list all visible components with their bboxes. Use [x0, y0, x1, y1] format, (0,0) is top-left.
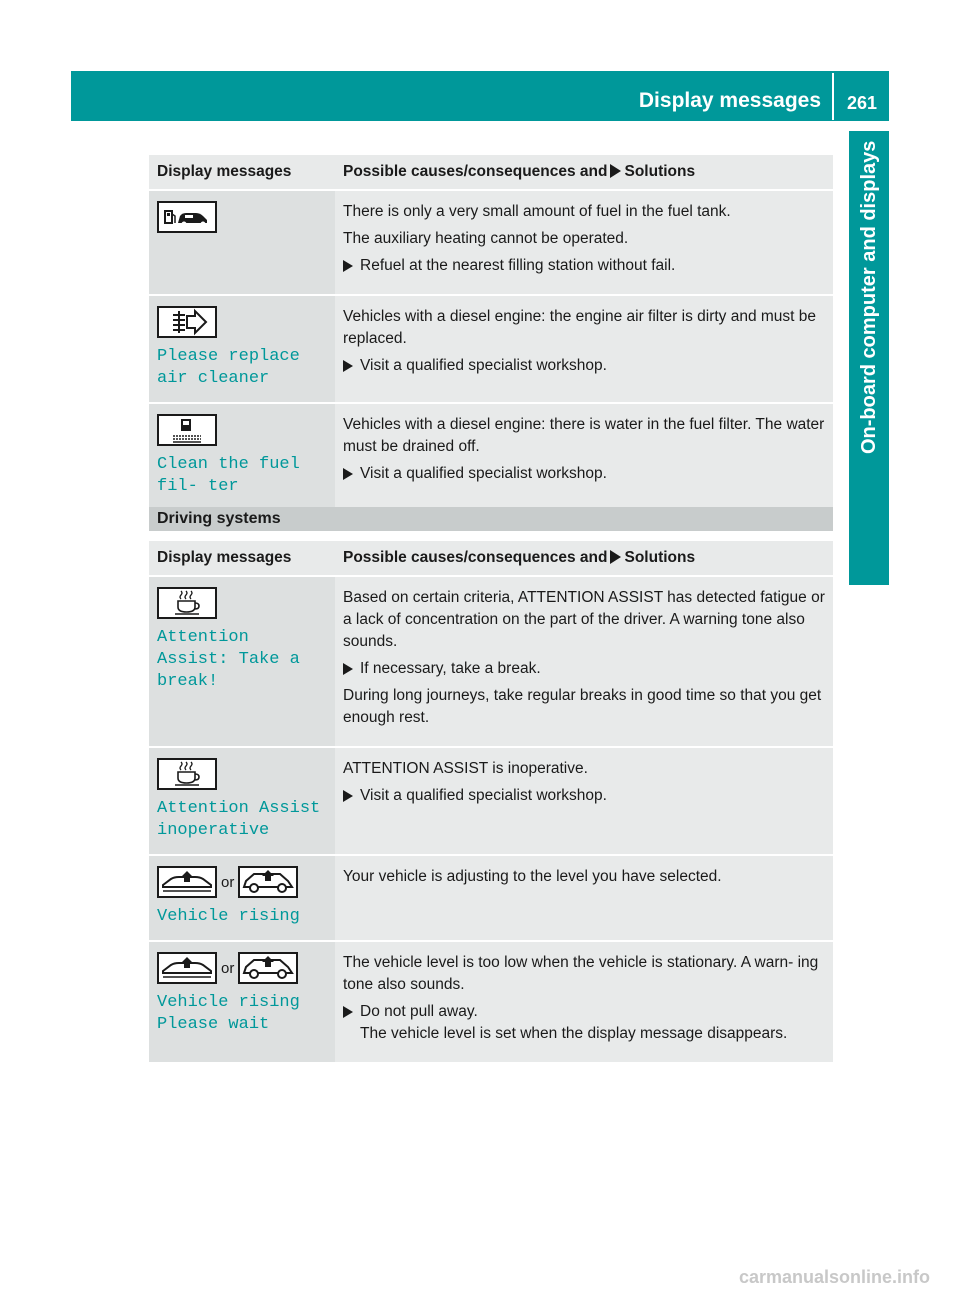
display-message-cell: [149, 941, 335, 1063]
solution-text: Visit a qualified specialist workshop.: [360, 787, 607, 804]
causes-cell: [335, 855, 833, 941]
table-row: [149, 295, 833, 403]
cause-text: Vehicles with a diesel engine: the engine air filter is dirty and must be replaced.: [343, 308, 817, 347]
col-header-causes-pre: Possible causes/consequences and: [343, 163, 608, 180]
page-header-bar: [71, 71, 889, 121]
display-message-cell: [149, 190, 335, 295]
table-row: [149, 855, 833, 941]
table-header-row: [149, 155, 833, 190]
arrow-icon: [343, 260, 353, 272]
display-message-cell: [149, 576, 335, 747]
side-chapter-label: On-board computer and displays: [858, 141, 880, 455]
section-header: [149, 507, 833, 531]
side-chapter-tab: [849, 131, 889, 579]
solution-step: [343, 255, 825, 277]
cause-text: Vehicles with a diesel engine: there is water in the fuel filter. The water must be drained off.: [343, 416, 825, 455]
cause-text: Your vehicle is adjusting to the level you have selected.: [343, 868, 722, 885]
causes-cell: [335, 403, 833, 511]
arrow-icon: [610, 550, 621, 564]
display-message-cell: [149, 403, 335, 511]
page-number: 261: [846, 93, 878, 113]
header-divider: [832, 73, 834, 120]
solution-step: [343, 785, 825, 807]
display-messages-table-driving: [149, 541, 833, 1064]
solution-text: Do not pull away.: [360, 1003, 478, 1020]
arrow-icon: [610, 164, 621, 178]
solution-step: [343, 658, 825, 680]
col-header-display: Display messages: [149, 541, 335, 576]
cause-text: ATTENTION ASSIST is inoperative.: [343, 760, 588, 777]
display-messages-table-fuel: [149, 155, 833, 512]
col-header-causes-pre: Possible causes/consequences and: [343, 549, 608, 566]
solution-note: The vehicle level is set when the display message disappears.: [360, 1025, 788, 1042]
watermark: carmanualsonline.info: [738, 1267, 930, 1287]
solution-text: Visit a qualified specialist workshop.: [360, 465, 607, 482]
display-message-cell: [149, 747, 335, 855]
solution-text: Refuel at the nearest filling station without fail.: [360, 257, 676, 274]
vehicle-rising-suv-icon: [238, 866, 298, 898]
solution-text: Visit a qualified specialist workshop.: [360, 357, 607, 374]
cause-text: There is only a very small amount of fuel in the fuel tank.: [343, 203, 731, 220]
causes-cell: [335, 941, 833, 1063]
causes-cell: [335, 747, 833, 855]
vehicle-rising-icon: [157, 866, 217, 898]
col-header-display: Display messages: [149, 155, 335, 190]
solution-step: [343, 463, 825, 485]
display-message-text: Attention Assist: Take a break!: [157, 628, 300, 691]
causes-cell: [335, 576, 833, 747]
col-header-causes-post: Solutions: [624, 163, 696, 180]
or-text: or: [221, 873, 235, 891]
solution-step: [343, 1001, 825, 1045]
display-message-text: Vehicle rising: [157, 907, 300, 926]
arrow-icon: [343, 790, 353, 802]
coffee-cup-icon: [157, 587, 217, 619]
vehicle-rising-icon: [157, 952, 217, 984]
side-chapter-marker: [849, 515, 889, 585]
arrow-icon: [343, 360, 353, 372]
air-filter-icon: [157, 306, 217, 338]
cause-note: During long journeys, take regular breaks in good time so that you get enough rest.: [343, 687, 822, 726]
causes-cell: [335, 190, 833, 295]
solution-text: If necessary, take a break.: [360, 660, 541, 677]
col-header-causes: [335, 541, 833, 576]
display-message-text: Vehicle rising Please wait: [157, 993, 300, 1034]
coffee-cup-icon: [157, 758, 217, 790]
display-message-cell: [149, 855, 335, 941]
arrow-icon: [343, 1006, 353, 1018]
display-message-text: Clean the fuel fil‐ ter: [157, 455, 300, 496]
causes-cell: [335, 295, 833, 403]
table-row: [149, 190, 833, 295]
col-header-causes: [335, 155, 833, 190]
cause-text: The vehicle level is too low when the vehicle is stationary. A warn‐ ing tone also sounds.: [343, 954, 819, 993]
display-message-text: Please replace air cleaner: [157, 347, 300, 388]
vehicle-rising-suv-icon: [238, 952, 298, 984]
arrow-icon: [343, 468, 353, 480]
low-fuel-vehicle-icon: [157, 201, 217, 233]
page-header-title: Display messages: [638, 89, 821, 112]
display-message-text: Attention Assist inoperative: [157, 799, 321, 840]
cause-text: Based on certain criteria, ATTENTION ASSIST has detected fatigue or a lack of concentration on the part of the driver. A warning tone also sounds.: [343, 589, 825, 650]
table-row: [149, 576, 833, 747]
fuel-filter-water-icon: [157, 414, 217, 446]
arrow-icon: [343, 663, 353, 675]
table-row: [149, 747, 833, 855]
solution-step: [343, 355, 825, 377]
display-message-cell: [149, 295, 335, 403]
or-text: or: [221, 959, 235, 977]
section-title: Driving systems: [157, 510, 281, 527]
table-row: [149, 941, 833, 1063]
table-header-row: [149, 541, 833, 576]
col-header-causes-post: Solutions: [624, 549, 696, 566]
cause-text: The auxiliary heating cannot be operated.: [343, 230, 629, 247]
table-row: [149, 403, 833, 511]
